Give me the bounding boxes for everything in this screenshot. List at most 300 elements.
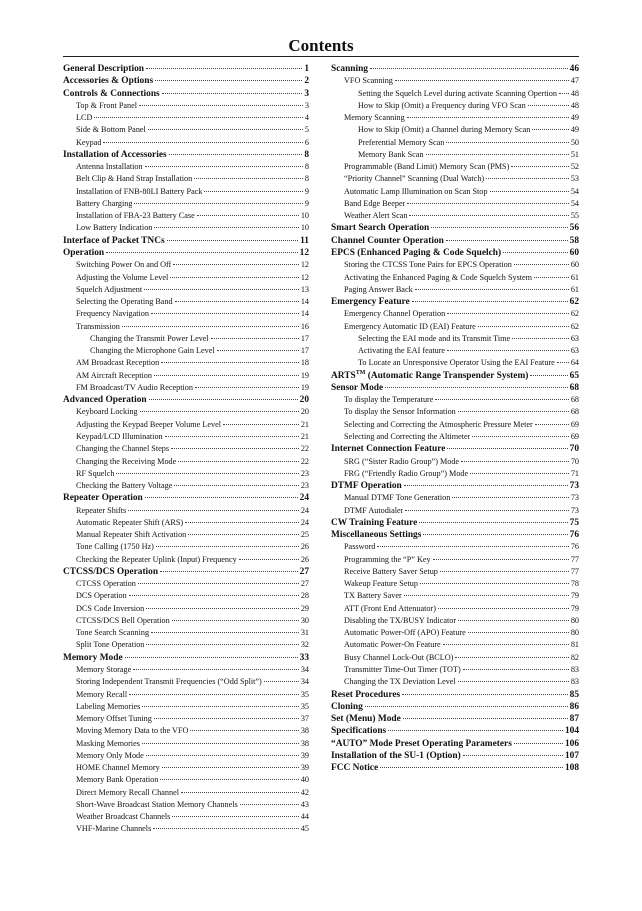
toc-entry-text: Antenna Installation [76, 162, 143, 172]
dot-leader [458, 681, 569, 682]
toc-entry-title [331, 701, 363, 713]
toc-entry-title [331, 443, 445, 455]
toc-entry-title [76, 529, 186, 541]
toc-entry-title [344, 75, 393, 87]
toc-entry-text-continued: (Automatic Range Transpender System) [365, 370, 529, 381]
toc-entry [331, 88, 579, 100]
toc-entry-title [344, 272, 532, 284]
toc-entry-page: 12 [299, 247, 309, 258]
toc-entry-title [331, 63, 368, 75]
toc-entry-text: Automatic Repeater Shift (ARS) [76, 517, 184, 527]
toc-entry-text: Manual DTMF Tone Generation [344, 493, 451, 503]
dot-leader [264, 681, 299, 682]
toc-entry-title [76, 750, 144, 762]
toc-entry [331, 505, 579, 517]
toc-entry-text: Masking Memories [76, 738, 140, 748]
dot-leader [431, 227, 567, 228]
toc-entry-page: 22 [300, 456, 309, 466]
toc-entry-page: 8 [304, 162, 309, 172]
dot-leader [156, 546, 299, 547]
dot-leader [173, 264, 298, 265]
toc-entry [331, 725, 579, 737]
dot-leader [145, 497, 298, 498]
toc-entry-page: 21 [300, 431, 309, 441]
dot-leader [435, 399, 568, 400]
toc-entry-page: 34 [300, 665, 309, 675]
dot-leader [557, 362, 569, 363]
toc-entry [331, 137, 579, 149]
toc-entry-title [331, 750, 461, 762]
toc-entry-page: 55 [570, 211, 579, 221]
toc-entry-title [344, 259, 512, 271]
toc-entry-title [344, 161, 509, 173]
toc-entry-page: 106 [564, 738, 579, 749]
toc-entry [63, 100, 309, 112]
toc-entry-title [76, 701, 140, 713]
dot-leader [162, 767, 299, 768]
toc-entry-title [76, 554, 237, 566]
toc-right-column [331, 63, 579, 774]
toc-entry-title [331, 517, 417, 529]
dot-leader [144, 289, 299, 290]
toc-entry [63, 799, 309, 811]
dot-leader [204, 191, 302, 192]
dot-leader [151, 313, 299, 314]
toc-entry-text: Preferential Memory Scan [358, 137, 445, 147]
toc-entry [331, 370, 579, 382]
toc-entry [331, 321, 579, 333]
toc-entry-title [358, 149, 424, 161]
toc-entry-title [76, 480, 172, 492]
toc-entry-page: 42 [300, 787, 309, 797]
toc-entry-page: 14 [300, 297, 309, 307]
toc-entry [63, 750, 309, 762]
toc-entry-text: Automatic Lamp Illumination on Scan Stop [344, 186, 488, 196]
toc-entry-title [344, 603, 436, 615]
dot-leader [472, 436, 568, 437]
toc-entry-page: 28 [300, 591, 309, 601]
toc-entry [331, 333, 579, 345]
toc-entry-text: Installation of FBA-23 Battery Case [76, 211, 195, 221]
dot-leader [223, 424, 299, 425]
toc-entry-title [344, 394, 433, 406]
toc-entry [331, 345, 579, 357]
toc-entry [331, 124, 579, 136]
toc-entry-page: 48 [570, 88, 579, 98]
toc-entry-page: 82 [570, 652, 579, 662]
dot-leader [426, 154, 569, 155]
toc-entry-title [76, 137, 101, 149]
toc-entry-page: 19 [300, 370, 309, 380]
toc-entry [331, 173, 579, 185]
toc-entry [331, 738, 579, 750]
toc-entry [63, 664, 309, 676]
toc-entry-title [344, 468, 468, 480]
toc-entry-text: Switching Power On and Off [76, 260, 172, 270]
dot-leader [103, 142, 302, 143]
dot-leader [461, 461, 569, 462]
toc-entry-title [331, 370, 528, 382]
toc-entry-text: Memory Recall [76, 689, 128, 699]
toc-entry [331, 382, 579, 394]
toc-entry-text: Cloning [331, 701, 363, 712]
dot-leader [402, 694, 567, 695]
toc-entry [63, 75, 309, 87]
toc-entry-page: 34 [300, 677, 309, 687]
toc-entry-page: 49 [570, 125, 579, 135]
toc-entry-text: Checking the Battery Voltage [76, 481, 173, 491]
toc-entry-text: Labeling Memories [76, 701, 141, 711]
toc-entry-title [331, 762, 378, 774]
toc-entry-text: Changing the Microphone Gain Level [90, 346, 215, 356]
toc-entry-text: ARTS [331, 370, 356, 381]
toc-entry-title [76, 823, 151, 835]
dot-leader [178, 461, 299, 462]
toc-entry-text: Set (Menu) Mode [331, 714, 401, 725]
toc-entry-page: 25 [300, 530, 309, 540]
toc-entry-title [76, 615, 170, 627]
toc-entry-text: CW Training Feature [331, 517, 418, 528]
toc-entry-page: 73 [570, 505, 579, 515]
toc-entry-title [76, 198, 132, 210]
dot-leader [478, 326, 569, 327]
toc-entry-text: Memory Offset Tuning [76, 714, 152, 724]
toc-entry-text: Busy Channel Lock-Out (BCLO) [344, 652, 454, 662]
toc-entry [63, 210, 309, 222]
toc-entry-text: Selecting and Correcting the Altimeter [344, 431, 471, 441]
toc-entry-page: 73 [570, 493, 579, 503]
dot-leader [407, 117, 569, 118]
dot-leader [146, 644, 298, 645]
toc-entry-page: 65 [569, 370, 579, 381]
toc-entry [331, 112, 579, 124]
toc-entry-page: 19 [300, 382, 309, 392]
dot-leader [407, 203, 568, 204]
toc-entry-text: Adjusting the Keypad Beeper Volume Level [76, 419, 221, 429]
toc-entry-title [63, 75, 153, 87]
toc-entry-text: Installation of Accessories [63, 149, 167, 160]
toc-entry-page: 10 [300, 223, 309, 233]
toc-entry [331, 75, 579, 87]
toc-entry [331, 468, 579, 480]
toc-entry [63, 627, 309, 639]
toc-entry-title [344, 456, 459, 468]
toc-entry [331, 713, 579, 725]
toc-entry-title [344, 308, 445, 320]
toc-entry-page: 14 [300, 309, 309, 319]
dot-leader [160, 571, 298, 572]
toc-entry-text: Wakeup Feature Setup [344, 579, 418, 589]
dot-leader [385, 387, 567, 388]
toc-entry-page: 12 [300, 272, 309, 282]
toc-entry-title [76, 627, 149, 639]
toc-entry [331, 63, 579, 75]
toc-entry-page: 6 [304, 137, 309, 147]
toc-entry-text: DTMF Autodialer [344, 505, 404, 515]
toc-entry-text: Storing Independent Transmit Frequencies (“Odd Split”) [76, 677, 262, 687]
toc-entry-text: Short-Wave Broadcast Station Memory Channels [76, 799, 238, 809]
toc-entry [331, 529, 579, 541]
dot-leader [486, 178, 569, 179]
dot-leader [174, 485, 298, 486]
toc-entry [63, 701, 309, 713]
toc-entry-page: 32 [300, 640, 309, 650]
toc-entry [331, 541, 579, 553]
toc-entry-page: 23 [300, 468, 309, 478]
toc-entry [63, 394, 309, 406]
dot-leader [134, 203, 302, 204]
toc-entry-page: 33 [299, 652, 309, 663]
toc-entry [331, 161, 579, 173]
dot-leader [197, 215, 299, 216]
dot-leader [463, 755, 563, 756]
toc-entry-page: 52 [570, 162, 579, 172]
dot-leader [395, 80, 569, 81]
toc-entry-title [344, 112, 405, 124]
toc-entry-title [358, 124, 530, 136]
toc-entry [63, 529, 309, 541]
toc-entry-page: 29 [300, 603, 309, 613]
dot-leader [438, 608, 569, 609]
toc-entry-title [63, 247, 104, 259]
toc-entry-text: How to Skip (Omit) a Channel during Memory Scan [358, 125, 531, 135]
toc-entry [331, 419, 579, 431]
dot-leader [405, 510, 568, 511]
toc-left-column [63, 63, 309, 836]
toc-entry [63, 198, 309, 210]
toc-entry [63, 186, 309, 198]
toc-entry-page: 83 [570, 677, 579, 687]
toc-entry-page: 39 [300, 750, 309, 760]
toc-entry [63, 308, 309, 320]
toc-entry-title [90, 333, 209, 345]
toc-entry-text: Internet Connection Feature [331, 444, 446, 455]
dot-leader [412, 301, 568, 302]
toc-entry-text: Adjusting the Volume Level [76, 272, 169, 282]
toc-entry-title [76, 787, 179, 799]
toc-entry-text: Repeater Shifts [76, 505, 127, 515]
toc-entry-title [358, 333, 510, 345]
toc-entry-page: 77 [570, 566, 579, 576]
toc-entry-title [76, 664, 131, 676]
toc-entry [63, 468, 309, 480]
toc-entry-text: Memory Storage [76, 665, 132, 675]
dot-leader [139, 105, 303, 106]
toc-entry [63, 480, 309, 492]
dot-leader [532, 129, 568, 130]
toc-entry-page: 77 [570, 554, 579, 564]
toc-entry [63, 296, 309, 308]
toc-entry-page: 2 [304, 76, 309, 87]
toc-entry [63, 161, 309, 173]
dot-leader [443, 644, 569, 645]
toc-entry-text: Disabling the TX/BUSY Indicator [344, 615, 457, 625]
toc-entry [63, 762, 309, 774]
toc-entry [63, 382, 309, 394]
dot-leader [458, 620, 569, 621]
dot-leader [440, 571, 569, 572]
toc-entry-page: 64 [570, 358, 579, 368]
dot-leader [404, 595, 569, 596]
dot-leader [142, 743, 299, 744]
dot-leader [133, 669, 299, 670]
dot-leader [377, 546, 568, 547]
toc-entry-page: 60 [570, 260, 579, 270]
dot-leader [116, 473, 298, 474]
toc-entry-title [344, 284, 413, 296]
toc-entry-text: FM Broadcast/TV Audio Reception [76, 382, 193, 392]
toc-entry-text: How to Skip (Omit) a Frequency during VFO Scan [358, 100, 526, 110]
toc-entry-text: Checking the Repeater Uplink (Input) Frequency [76, 554, 237, 564]
toc-entry [63, 505, 309, 517]
toc-entry-page: 58 [569, 235, 579, 246]
dot-leader [172, 620, 299, 621]
dot-leader [154, 375, 299, 376]
toc-entry-title [344, 186, 488, 198]
toc-entry [331, 456, 579, 468]
toc-entry-page: 80 [570, 615, 579, 625]
toc-entry-text: Storing the CTCSS Tone Pairs for EPCS Operation [344, 260, 512, 270]
toc-entry-title [344, 406, 456, 418]
dot-leader [370, 68, 568, 69]
toc-entry-title [331, 382, 383, 394]
toc-entry-text: Programming the “P” Key [344, 554, 431, 564]
dot-leader [142, 706, 298, 707]
dot-leader [512, 338, 569, 339]
toc-entry-page: 81 [570, 640, 579, 650]
trademark-superscript: TM [355, 369, 366, 376]
toc-entry-title [76, 124, 146, 136]
toc-entry [63, 357, 309, 369]
toc-entry-title [76, 210, 195, 222]
toc-entry-text: Memory Bank Scan [358, 149, 424, 159]
toc-entry-page: 43 [300, 799, 309, 809]
dot-leader [217, 350, 299, 351]
toc-entry-text: Keyboard Locking [76, 407, 138, 417]
toc-entry [331, 676, 579, 688]
toc-entry [331, 689, 579, 701]
toc-entry [63, 639, 309, 651]
toc-entry-page: 45 [300, 824, 309, 834]
toc-entry-text: Low Battery Indication [76, 223, 153, 233]
toc-entry-text: Repeater Operation [63, 493, 143, 504]
toc-entry-page: 46 [569, 64, 579, 74]
toc-entry [331, 492, 579, 504]
toc-entry-page: 79 [570, 603, 579, 613]
toc-entry-title [76, 161, 143, 173]
toc-entry [331, 701, 579, 713]
toc-entry-text: Split Tone Operation [76, 640, 145, 650]
toc-entry-title [76, 578, 136, 590]
toc-entry-title [344, 627, 466, 639]
toc-entry-text: Direct Memory Recall Channel [76, 787, 179, 797]
toc-entry-page: 62 [570, 321, 579, 331]
toc-entry [63, 676, 309, 688]
toc-entry-text: “AUTO” Mode Preset Operating Parameters [331, 738, 512, 749]
toc-entry [331, 222, 579, 234]
toc-entry-title [331, 480, 402, 492]
dot-leader [446, 240, 568, 241]
dot-leader [446, 142, 568, 143]
toc-entry-title [63, 652, 123, 664]
toc-entry-title [76, 419, 221, 431]
toc-entry [331, 272, 579, 284]
toc-entry-title [63, 149, 167, 161]
toc-entry-text: To display the Temperature [344, 395, 434, 405]
toc-entry-page: 3 [304, 100, 309, 110]
toc-entry-text: DTMF Operation [331, 481, 402, 492]
toc-entry-title [344, 652, 453, 664]
toc-entry-text: “Priority Channel” Scanning (Dual Watch) [344, 174, 485, 184]
toc-entry [63, 787, 309, 799]
toc-entry-text: Memory Only Mode [76, 750, 144, 760]
toc-entry-text: Keypad/LCD Illumination [76, 431, 163, 441]
dot-leader [128, 510, 299, 511]
dot-leader [463, 669, 569, 670]
toc-entry-text: Scanning [331, 64, 368, 74]
toc-entry-text: TX Battery Saver [344, 591, 402, 601]
toc-entry-page: 20 [300, 407, 309, 417]
toc-entry-text: Activating the EAI feature [358, 346, 446, 356]
toc-entry-page: 27 [300, 579, 309, 589]
toc-entry-text: Smart Search Operation [331, 223, 430, 234]
toc-entry-page: 63 [570, 333, 579, 343]
dot-leader [148, 129, 303, 130]
toc-entry-page: 108 [564, 763, 579, 774]
dot-leader [169, 154, 303, 155]
toc-entry-title [344, 505, 403, 517]
toc-entry-title [344, 419, 533, 431]
toc-entry [63, 272, 309, 284]
toc-entry-title [76, 100, 137, 112]
dot-leader [125, 657, 298, 658]
toc-entry-title [76, 541, 154, 553]
toc-entry [63, 517, 309, 529]
dot-leader [94, 117, 303, 118]
toc-entry-text: FCC Notice [331, 763, 379, 774]
dot-leader [403, 718, 568, 719]
dot-leader [420, 583, 569, 584]
toc-entry-title [344, 210, 407, 222]
toc-entry [63, 492, 309, 504]
toc-entry [63, 222, 309, 234]
toc-entry-page: 104 [564, 726, 579, 737]
dot-leader [468, 632, 569, 633]
toc-entry [331, 517, 579, 529]
toc-entry [63, 419, 309, 431]
dot-leader [528, 105, 569, 106]
toc-entry-title [358, 345, 445, 357]
toc-entry-page: 5 [304, 125, 309, 135]
dot-leader [380, 767, 563, 768]
toc-entry [63, 124, 309, 136]
toc-entry [331, 762, 579, 774]
toc-entry-title [76, 222, 152, 234]
dot-leader [161, 362, 299, 363]
toc-entry-text: Belt Clip & Hand Strap Installation [76, 174, 193, 184]
toc-entry-page: 61 [570, 284, 579, 294]
dot-leader [172, 816, 298, 817]
toc-entry-title [63, 88, 160, 100]
toc-entry-text: Miscellaneous Settings [331, 530, 422, 541]
toc-entry-page: 13 [300, 284, 309, 294]
toc-entry-page: 26 [300, 554, 309, 564]
toc-entry [331, 750, 579, 762]
toc-entry-page: 35 [300, 689, 309, 699]
dot-leader [190, 730, 298, 731]
page-title: Contents [288, 36, 354, 55]
toc-entry [63, 456, 309, 468]
